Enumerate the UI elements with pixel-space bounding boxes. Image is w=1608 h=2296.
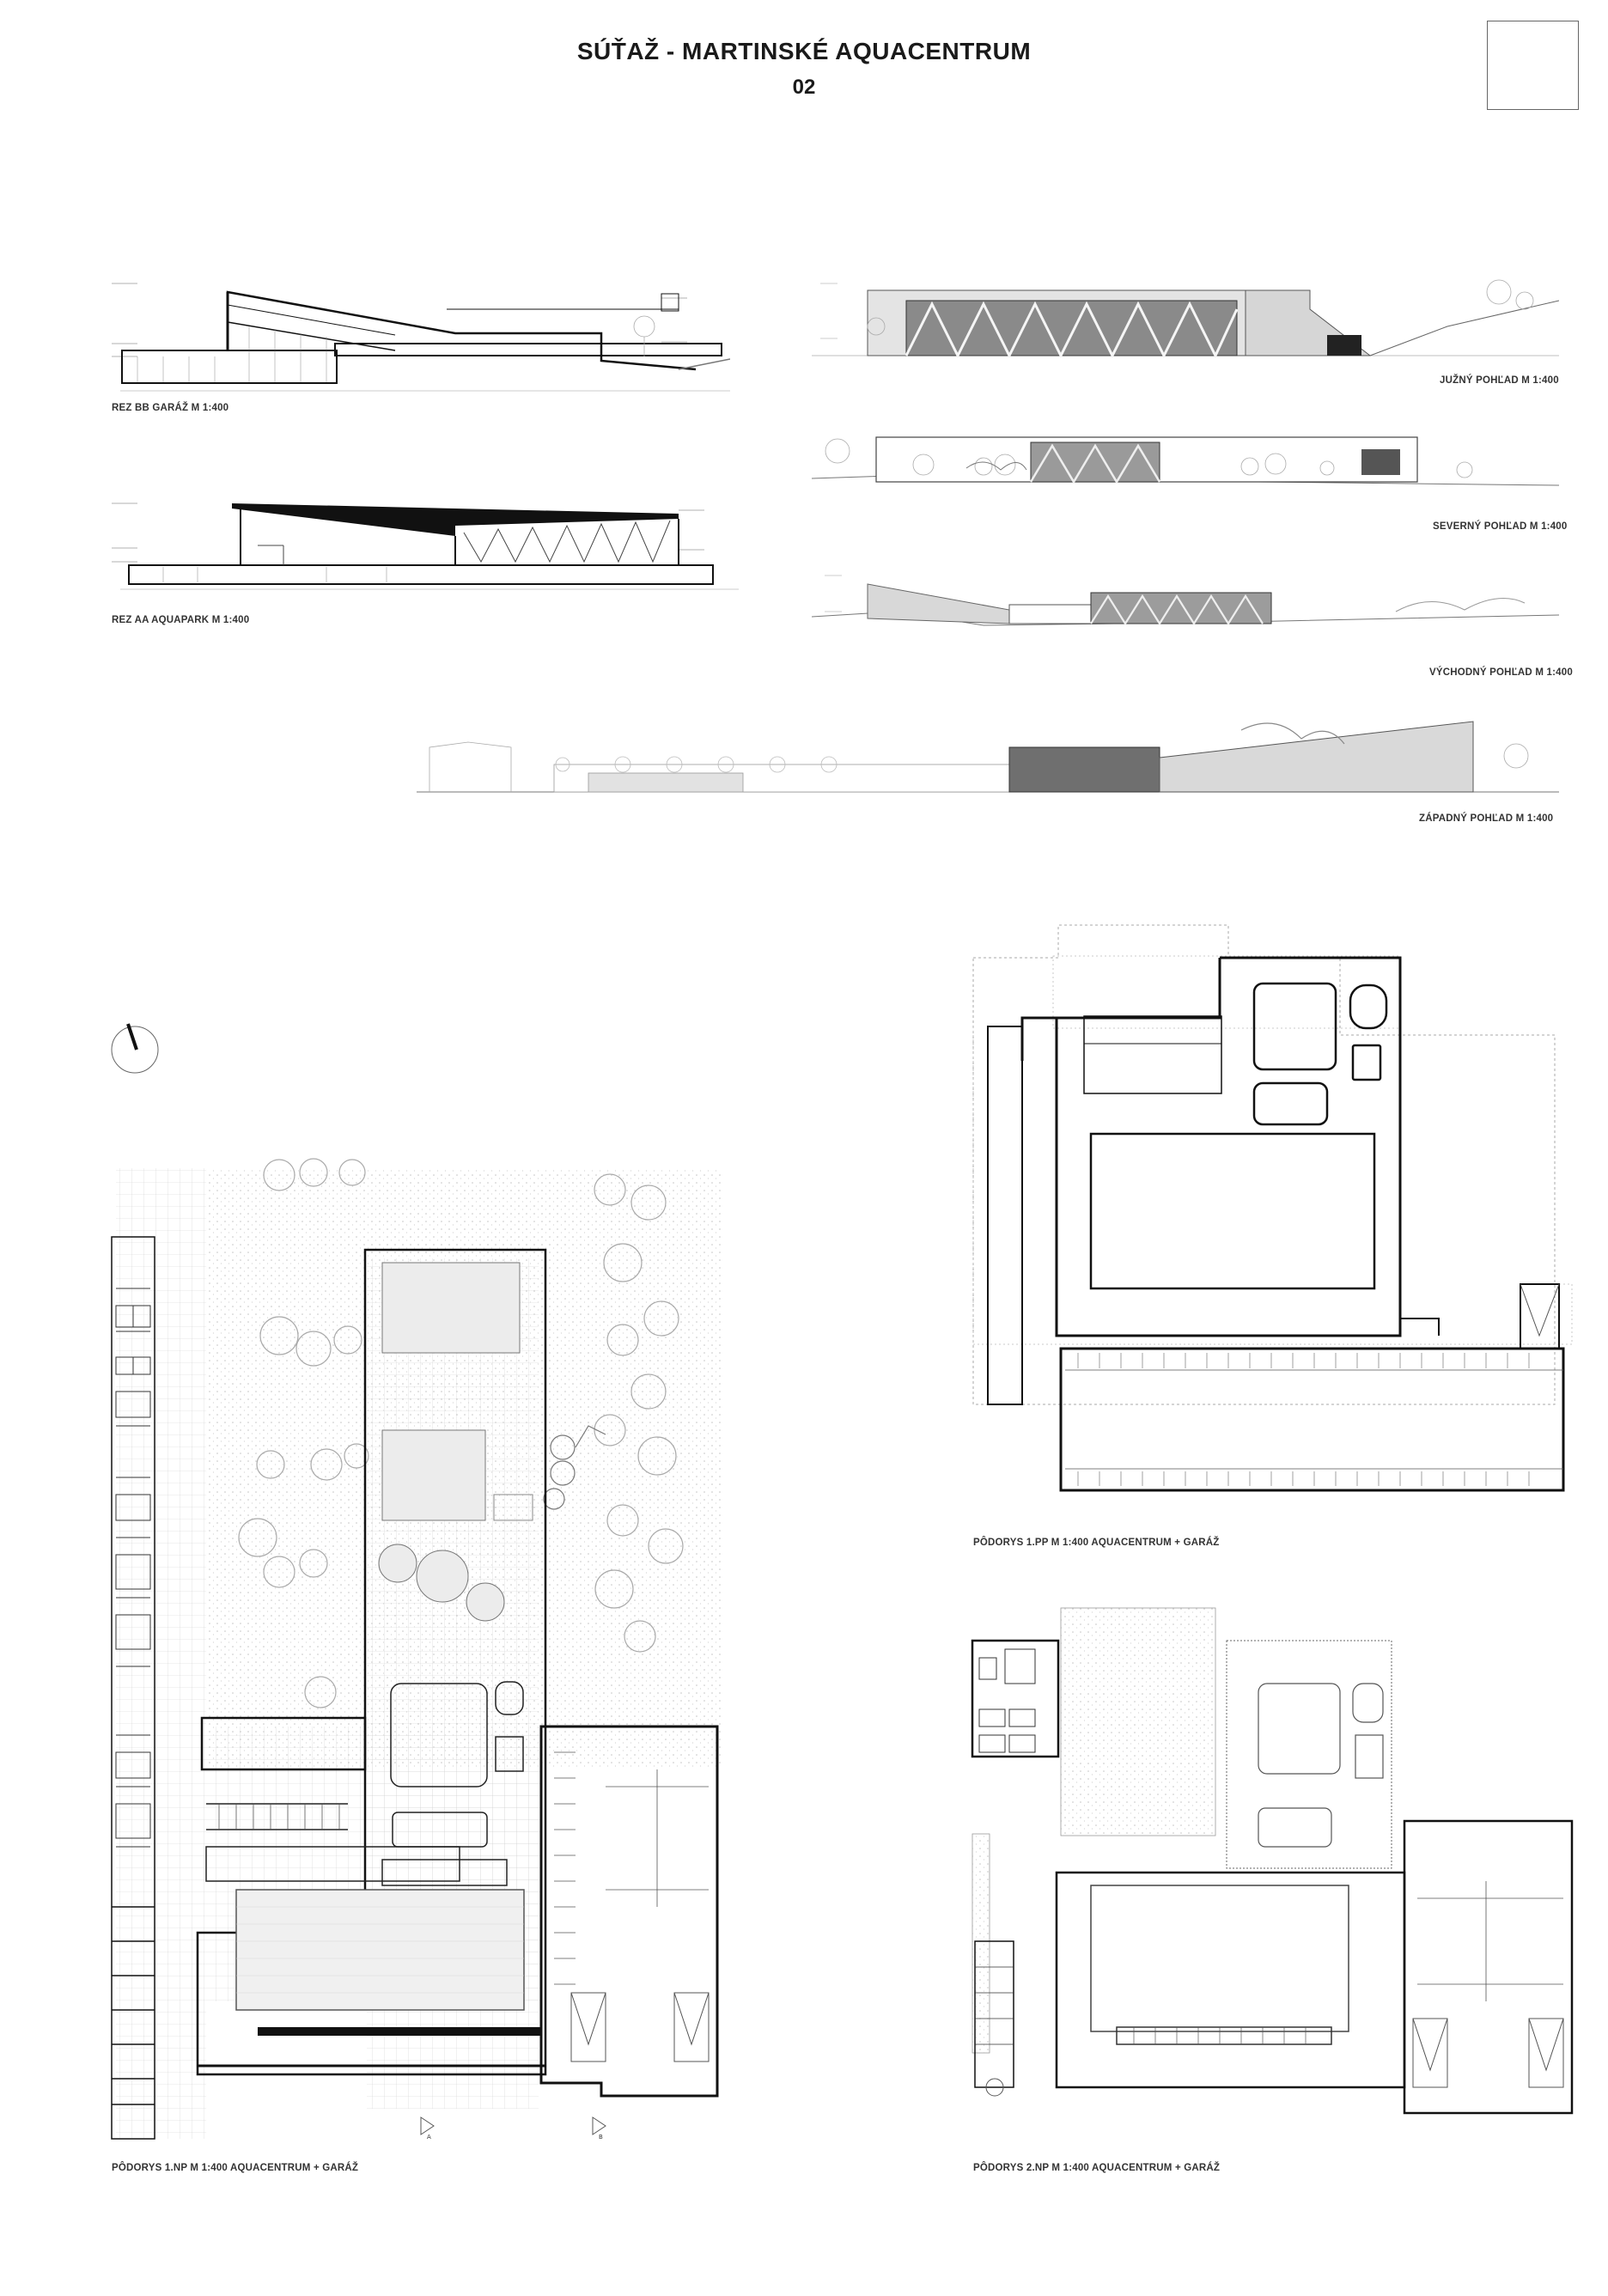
plan-1np-drawing (107, 1134, 743, 2143)
stamp-box (1487, 21, 1579, 110)
plan-2np-caption: PÔDORYS 2.NP M 1:400 AQUACENTRUM + GARÁŽ (973, 2163, 1221, 2173)
east-view-drawing (812, 567, 1559, 653)
section-marker-b: B (599, 2134, 603, 2141)
east-view-caption: VÝCHODNÝ POHĽAD M 1:400 (1429, 667, 1573, 678)
plan-1pp-caption: PÔDORYS 1.PP M 1:400 AQUACENTRUM + GARÁŽ (973, 1538, 1220, 1548)
west-view-drawing (417, 713, 1559, 807)
section-bb-caption: REZ BB GARÁŽ M 1:400 (112, 403, 229, 413)
plan-2np-drawing (971, 1606, 1581, 2130)
north-view-drawing (812, 425, 1559, 511)
plan-1pp-drawing (971, 923, 1581, 1507)
section-aa-drawing (112, 498, 739, 601)
south-view-drawing (812, 275, 1559, 369)
sheet-title: SÚŤAŽ - MARTINSKÉ AQUACENTRUM (576, 38, 1032, 64)
section-aa-caption: REZ AA AQUAPARK M 1:400 (112, 615, 250, 625)
west-view-caption: ZÁPADNÝ POHĽAD M 1:400 (1419, 813, 1554, 824)
south-view-caption: JUŽNÝ POHĽAD M 1:400 (1440, 375, 1559, 386)
north-view-caption: SEVERNÝ POHĽAD M 1:400 (1433, 521, 1568, 532)
sheet-number: 02 (792, 76, 816, 99)
north-arrow-icon (107, 1020, 162, 1075)
section-bb-drawing (112, 275, 730, 395)
section-marker-a: A (427, 2134, 431, 2141)
plan-1np-caption: PÔDORYS 1.NP M 1:400 AQUACENTRUM + GARÁŽ (112, 2163, 359, 2173)
